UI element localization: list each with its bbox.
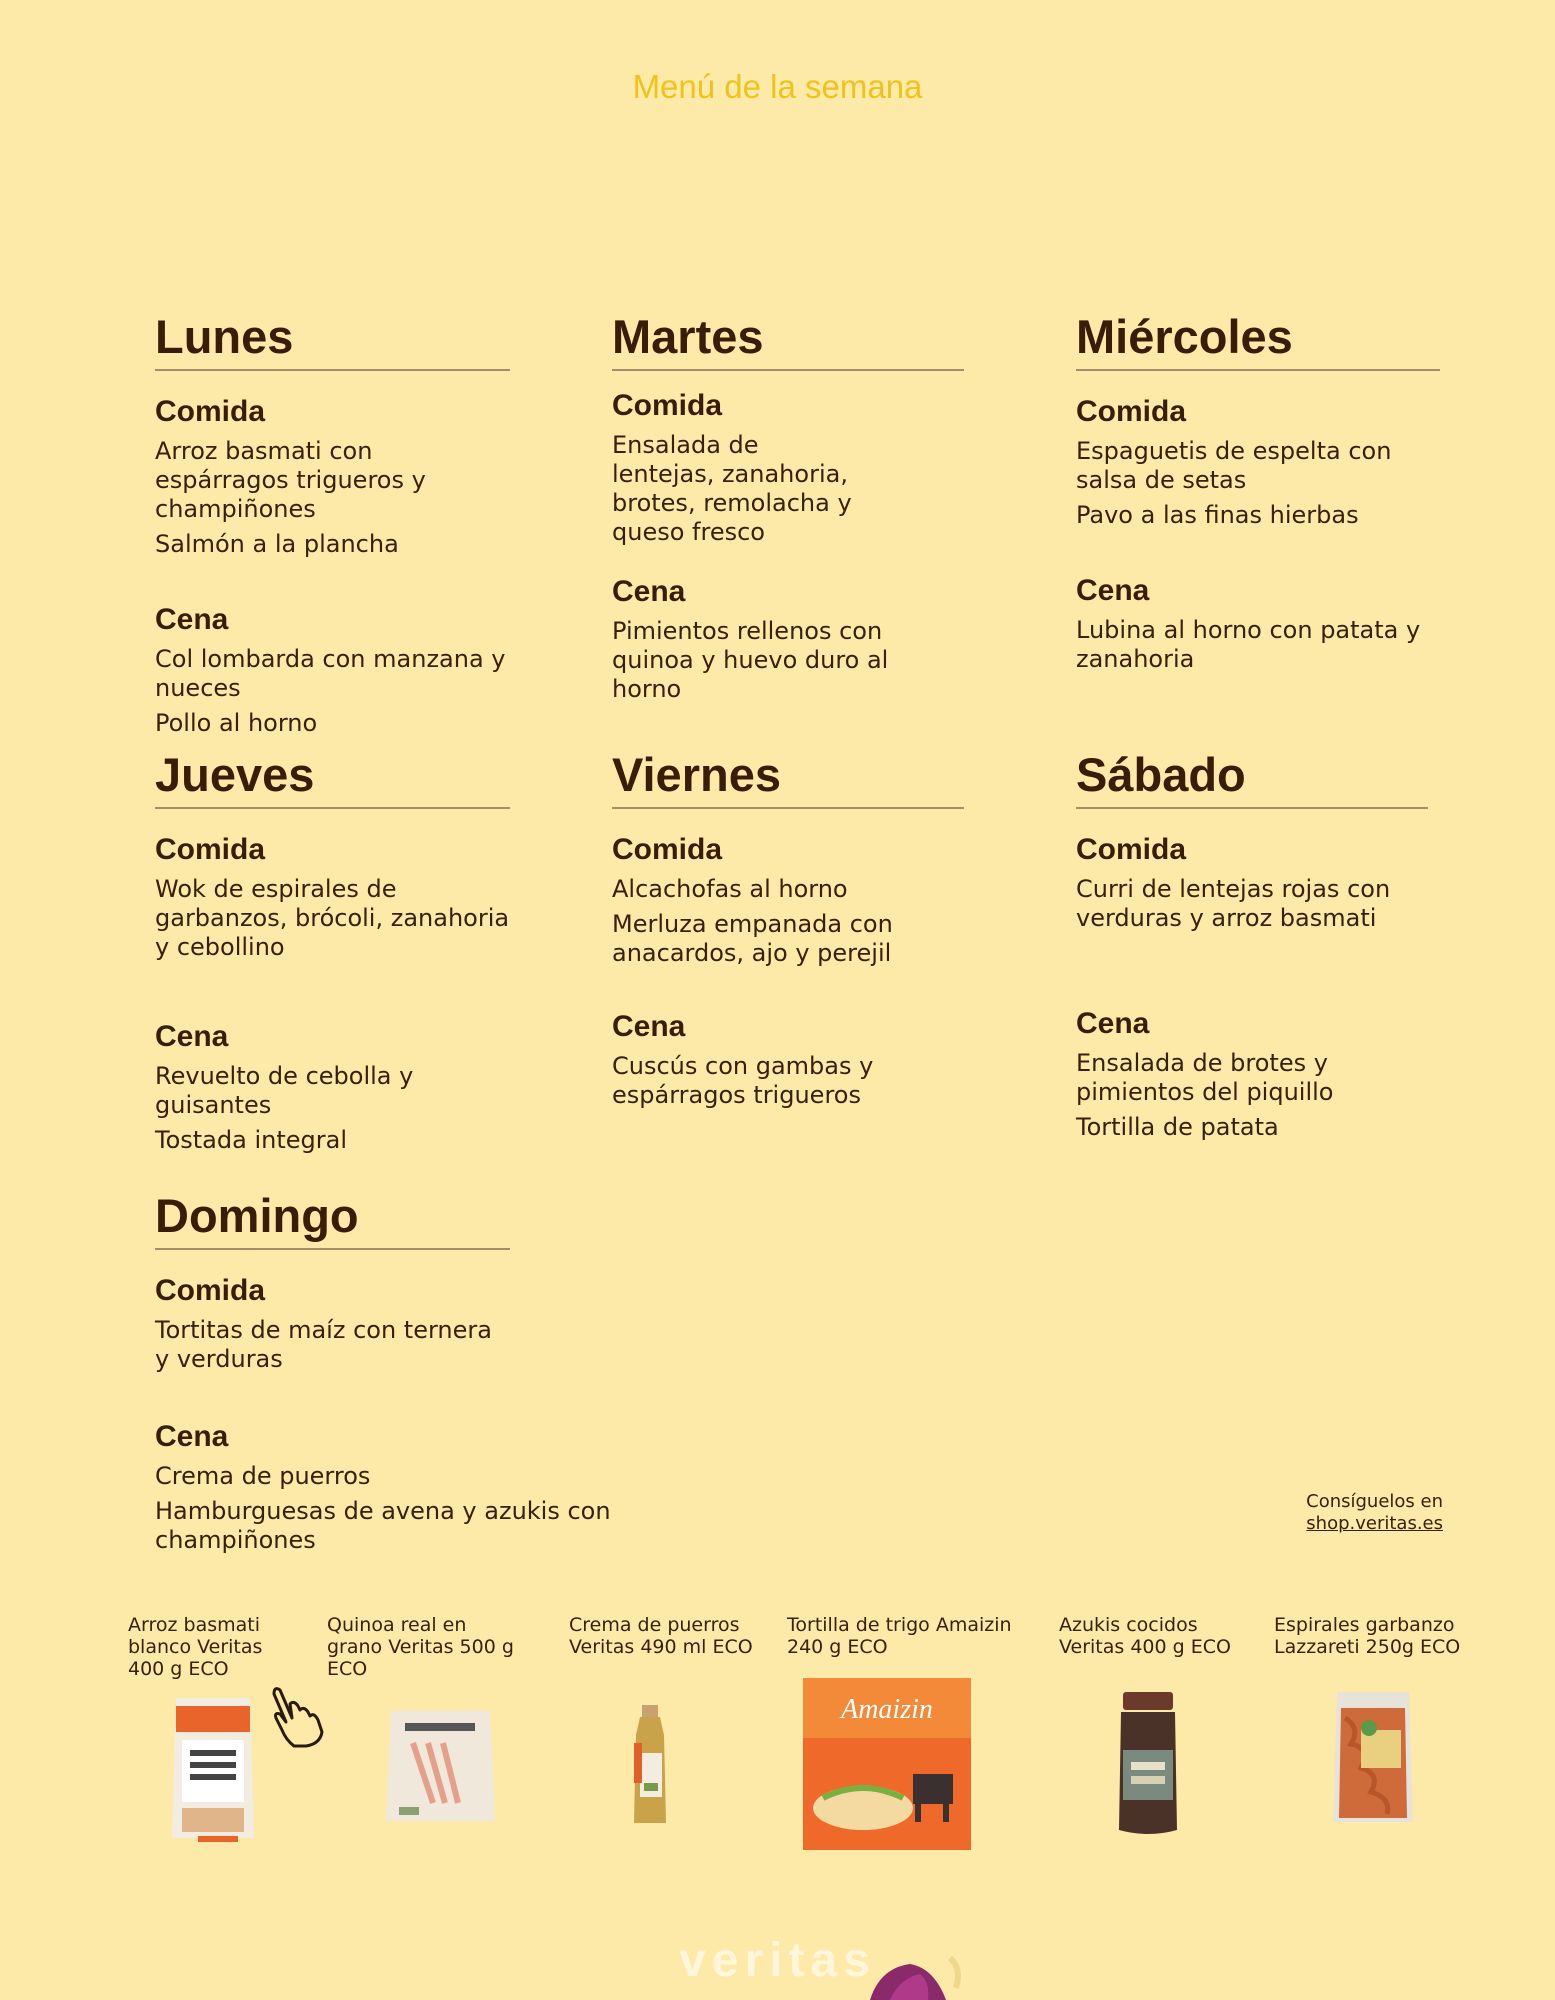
meal-lunch — [612, 831, 964, 968]
meal-dinner — [1076, 1005, 1428, 1142]
meal-label: Comida — [155, 395, 266, 428]
svg-text:Amaizin: Amaizin — [841, 1694, 933, 1725]
meal-label: Comida — [1076, 833, 1187, 866]
dish: Tortitas de maíz con ternera y verduras — [155, 1316, 492, 1373]
product-leek-cream[interactable] — [569, 1614, 769, 1658]
meal-label: Cena — [612, 1010, 686, 1043]
dish: Cuscús con gambas y espárragos trigueros — [612, 1052, 874, 1109]
shop-text: Consíguelos en — [1306, 1491, 1443, 1512]
dish: Ensalada de brotes y pimientos del piquillo — [1076, 1049, 1334, 1106]
dish: Salmón a la plancha — [155, 530, 399, 558]
product-name: Crema de puerros Veritas 490 ml ECO — [569, 1614, 753, 1658]
product-name: Azukis cocidos Veritas 400 g ECO — [1059, 1614, 1231, 1658]
meal-dinner — [155, 1418, 615, 1555]
product-name: Espirales garbanzo Lazzareti 250g ECO — [1274, 1614, 1461, 1658]
meal-label: Cena — [155, 1420, 229, 1453]
dish: Revuelto de cebolla y guisantes — [155, 1062, 414, 1119]
dish: Pollo al horno — [155, 709, 318, 737]
dish: Tostada integral — [155, 1126, 347, 1154]
day-wednesday — [1076, 309, 1440, 674]
meal-label: Cena — [155, 1020, 229, 1053]
meal-lunch — [155, 831, 510, 962]
day-title: Lunes — [155, 309, 510, 371]
meal-lunch — [155, 393, 510, 559]
dish: Wok de espirales de garbanzos, brócoli, zanahoria y cebollino — [155, 875, 510, 961]
day-title: Sábado — [1076, 747, 1428, 809]
meal-label: Comida — [155, 1274, 266, 1307]
product-azukis[interactable] — [1059, 1614, 1259, 1658]
product-pasta[interactable] — [1274, 1614, 1474, 1658]
day-title: Jueves — [155, 747, 510, 809]
day-friday — [612, 747, 964, 1110]
meal-lunch — [612, 387, 862, 547]
flower-icon — [850, 1948, 970, 2000]
dish: Tortilla de patata — [1076, 1113, 1279, 1141]
rice-bag-image[interactable] — [168, 1690, 258, 1845]
meal-label: Cena — [612, 575, 686, 608]
azukis-jar-image[interactable] — [1117, 1690, 1179, 1838]
dish: Pavo a las finas hierbas — [1076, 501, 1359, 529]
dish: Alcachofas al horno — [612, 875, 848, 903]
day-title: Miércoles — [1076, 309, 1440, 371]
day-title: Domingo — [155, 1188, 510, 1250]
shop-link[interactable]: shop.veritas.es — [1306, 1513, 1443, 1534]
brand-logo: veritas — [679, 1934, 876, 1987]
dish: Curri de lentejas rojas con verduras y arroz basmati — [1076, 875, 1391, 932]
meal-lunch — [1076, 393, 1440, 530]
day-saturday — [1076, 747, 1428, 1142]
product-name: Tortilla de trigo Amaizin 240 g ECO — [787, 1614, 1012, 1658]
quinoa-bag-image[interactable] — [383, 1703, 498, 1828]
meal-dinner — [612, 1008, 964, 1110]
day-title: Martes — [612, 309, 964, 371]
hand-pointer-icon — [266, 1680, 332, 1750]
product-tortilla[interactable] — [787, 1614, 1022, 1658]
cream-bottle-image[interactable] — [628, 1703, 672, 1828]
dish: Lubina al horno con patata y zanahoria — [1076, 616, 1421, 673]
dish: Col lombarda con manzana y nueces — [155, 645, 506, 702]
product-quinoa[interactable] — [327, 1614, 527, 1680]
pasta-bag-image[interactable] — [1331, 1688, 1415, 1828]
meal-dinner — [612, 573, 964, 704]
dish: Pimientos rellenos con quinoa y huevo duro al horno — [612, 617, 889, 703]
dish: Crema de puerros — [155, 1462, 371, 1490]
meal-label: Comida — [612, 389, 723, 422]
meal-label: Cena — [1076, 1007, 1150, 1040]
day-title: Viernes — [612, 747, 964, 809]
product-name: Quinoa real en grano Veritas 500 g ECO — [327, 1614, 514, 1680]
meal-label: Comida — [1076, 395, 1187, 428]
meal-label: Comida — [155, 833, 266, 866]
dish: Espaguetis de espelta con salsa de setas — [1076, 437, 1392, 494]
tortilla-pack-image[interactable] — [803, 1678, 971, 1850]
dish: Hamburguesas de avena y azukis con champiñones — [155, 1497, 611, 1554]
day-monday — [155, 309, 510, 738]
day-tuesday — [612, 309, 964, 704]
dish: Ensalada de lentejas, zanahoria, brotes, remolacha y queso fresco — [612, 431, 852, 546]
page-title: Menú de la semana — [632, 68, 923, 105]
meal-dinner — [155, 601, 510, 738]
meal-label: Cena — [1076, 574, 1150, 607]
meal-label: Cena — [155, 603, 229, 636]
meal-lunch — [155, 1272, 510, 1374]
day-sunday — [155, 1188, 611, 1555]
meal-dinner — [155, 1018, 510, 1155]
meal-dinner — [1076, 572, 1440, 674]
dish: Merluza empanada con anacardos, ajo y perejil — [612, 910, 893, 967]
product-name: Arroz basmati blanco Veritas 400 g ECO — [128, 1614, 263, 1680]
meal-label: Comida — [612, 833, 723, 866]
shop-callout — [1306, 1491, 1443, 1535]
meal-lunch — [1076, 831, 1428, 933]
dish: Arroz basmati con espárragos trigueros y champiñones — [155, 437, 426, 523]
product-rice[interactable] — [128, 1614, 298, 1680]
day-thursday — [155, 747, 510, 1155]
